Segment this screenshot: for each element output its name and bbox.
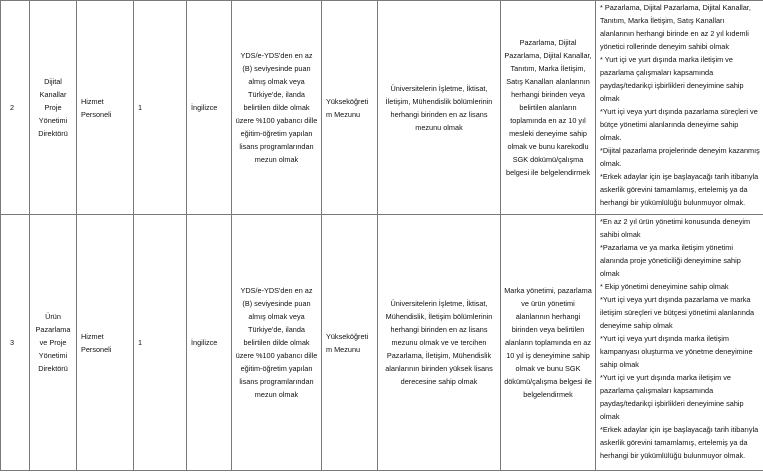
language-requirement: YDS/e-YDS'den en az (B) seviyesinde puan almış olmak veya Türkiye'de, ilanda belirtilen dilde olmak üzere %100 yabancı dille eğitim-öğretim yapılan lisans programlarından mezun olmak	[232, 1, 322, 215]
education-level: Yükseköğretim Mezunu	[322, 215, 378, 471]
language: İngilizce	[187, 1, 232, 215]
table-row	[1, 1, 763, 215]
language: İngilizce	[187, 215, 232, 471]
staff-count: 1	[134, 215, 187, 471]
requirement-item: * Ekip yönetimi deneyimine sahip olmak	[600, 282, 729, 291]
requirement-item: * Pazarlama, Dijital Pazarlama, Dijital Kanallar, Tanıtım, Marka İletişim, Satış Kanalları alanlarının herhangi birinde en az 2 yıl kıdemli yönetici rollerinde deneyim sahibi olmak	[600, 3, 751, 51]
position-title: Dijital Kanallar Proje Yönetimi Direktörü	[30, 1, 77, 215]
staff-class: Hizmet Personeli	[77, 215, 134, 471]
row-number: 3	[1, 215, 30, 471]
requirement-item: *Dijital pazarlama projelerinde deneyim kazanmış olmak.	[600, 146, 760, 168]
language-requirement: YDS/e-YDS'den en az (B) seviyesinde puan almış olmak veya Türkiye'de, ilanda belirtilen dilde olmak üzere %100 yabancı dille eğitim-öğretim yapılan lisans programlarından mezun olmak	[232, 215, 322, 471]
requirement-item: *En az 2 yıl ürün yönetimi konusunda deneyim sahibi olmak	[600, 217, 751, 239]
requirement-item: *Erkek adaylar için işe başlayacağı tarih itibarıyla askerlik görevini tamamlamış, ertelemiş ya da herhangi bir yükümlülüğü bulunmuyor olmak.	[600, 425, 759, 460]
requirement-item: *Yurt içi veya yurt dışında marka iletişim kampanyası oluşturma ve yönetme deneyimine sahip olmak	[600, 334, 753, 369]
experience-requirement: Marka yönetimi, pazarlama ve ürün yönetimi alanlarının herhangi birinden veya belirtilen alanların toplamında en az 10 yıl iş deneyimine sahip olmak ve bunu SGK dökümü/çalışma belgesi ile belgelendirmek	[501, 215, 596, 471]
requirement-item: *Yurt içi veya yurt dışında pazarlama ve marka iletişim süreçleri ve bütçesi yönetimi alanlarında deneyime sahip olmak	[600, 295, 755, 330]
requirement-item: *Yurt içi ve yurt dışında marka iletişim ve pazarlama çalışmaları kapsamında paydaş/tedarikçi işbirlikleri deneyimine sahip olmak	[600, 373, 744, 421]
requirement-item: *Erkek adaylar için işe başlayacağı tarih itibarıyla askerlik görevini tamamlamış, ertelemiş ya da herhangi bir yükümlülüğü bulunmuyor olmak.	[600, 172, 759, 207]
staff-count: 1	[134, 1, 187, 215]
department-requirement: Üniversitelerin İşletme, İktisat, Mühendislik, İletişim bölümlerinin herhangi birinden en az lisans mezunu olmak ve ve tercihen Pazarlama, İletişim, Mühendislik alanlarının birinden yüksek lisans derecesine sahip olmak	[378, 215, 501, 471]
requirement-item: *Pazarlama ve ya marka iletişim yönetimi alanında proje yöneticiliği deneyimine sahip olmak	[600, 243, 741, 278]
experience-requirement: Pazarlama, Dijital Pazarlama, Dijital Kanallar, Tanıtım, Marka İletişim, Satış Kanalları alanlarının herhangi birinden veya belirtilen alanların toplamında en az 10 yıl mesleki deneyime sahip olmak ve bunu karekodlu SGK dökümü/çalışma belgesi ile belgelendirmek	[501, 1, 596, 215]
special-requirements	[596, 1, 763, 215]
staff-class: Hizmet Personeli	[77, 1, 134, 215]
department-requirement: Üniversitelerin İşletme, İktisat, İletişim, Mühendislik bölümlerinin herhangi birinden en az lisans mezunu olmak	[378, 1, 501, 215]
row-number: 2	[1, 1, 30, 215]
special-requirements	[596, 215, 763, 471]
education-level: Yükseköğretim Mezunu	[322, 1, 378, 215]
position-title: Ürün Pazarlama ve Proje Yönetimi Direktörü	[30, 215, 77, 471]
requirement-item: * Yurt içi ve yurt dışında marka iletişim ve pazarlama çalışmaları kapsamında paydaş/tedarikçi işbirlikleri deneyimine sahip olmak	[600, 55, 744, 103]
requirement-item: *Yurt içi veya yurt dışında pazarlama süreçleri ve bütçe yönetimi alanlarında deneyime sahip olmak.	[600, 107, 758, 142]
table-row	[1, 215, 763, 471]
